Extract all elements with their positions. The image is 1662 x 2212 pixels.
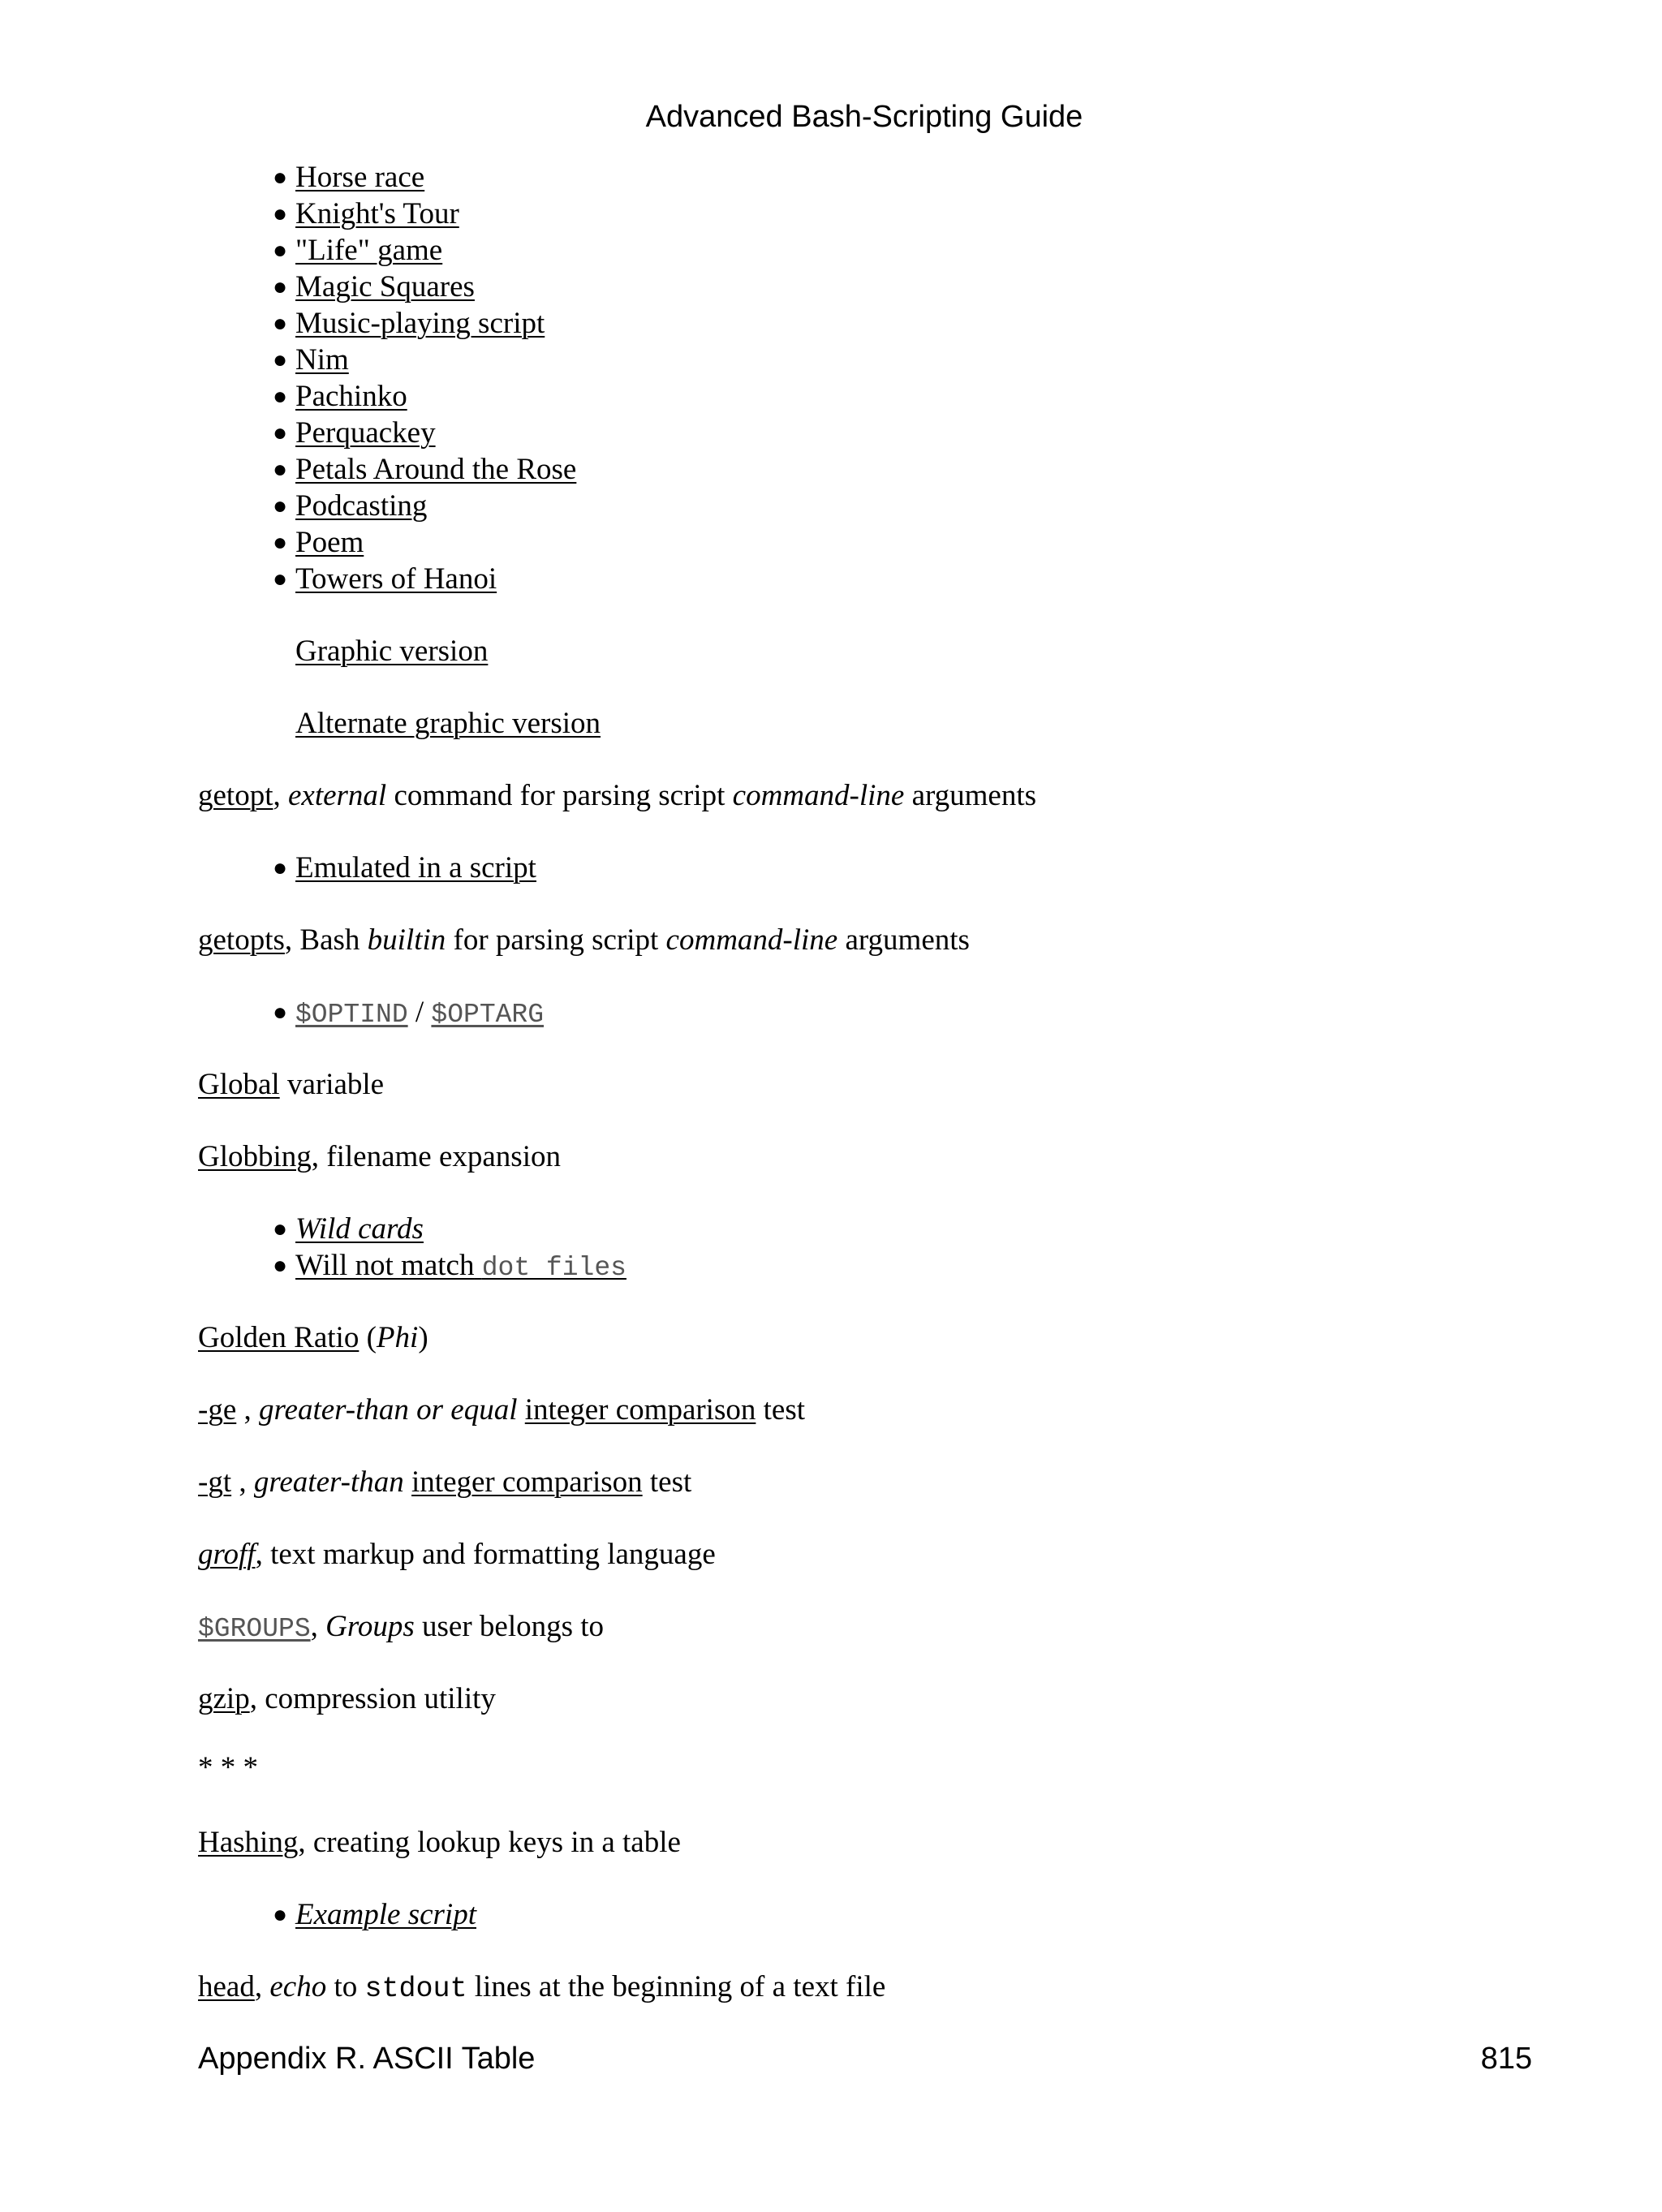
index-entry-gzip: gzip, compression utility [198,1682,496,1715]
bullet-icon: ● [273,273,288,300]
list-item [273,196,459,233]
link-music-playing-script[interactable]: Music-playing script [295,307,545,340]
list-item [273,451,577,488]
list-item [273,378,407,415]
link-emulated-in-a-script[interactable]: Emulated in a script [295,851,536,884]
page-header-title: Advanced Bash-Scripting Guide [645,100,1083,134]
list-item [273,1896,476,1934]
bullet-icon: ● [273,237,288,264]
index-entry-hashing: Hashing, creating lookup keys in a table [198,1826,681,1859]
link-graphic-version[interactable]: Graphic version [295,635,489,668]
bullet-icon: ● [273,310,288,337]
link-life-game[interactable]: "Life" game [295,234,443,267]
bullet-icon: ● [273,529,288,556]
link-global[interactable]: Global [198,1068,280,1101]
list-item [273,159,425,196]
index-entry-getopt: getopt, external command for parsing script command-line arguments [198,779,1037,812]
index-entry-head: head, echo to stdout lines at the beginning of a text file [198,1970,886,2005]
bullet-icon: ● [273,164,288,191]
bullet-icon: ● [273,200,288,227]
link-gt[interactable]: -gt [198,1465,232,1499]
link-pachinko[interactable]: Pachinko [295,380,407,413]
link-alternate-graphic-version[interactable]: Alternate graphic version [295,707,601,740]
link-integer-comparison[interactable]: integer comparison [411,1465,643,1499]
link-optarg[interactable]: $OPTARG [431,1000,545,1030]
link-getopt[interactable]: getopt [198,779,273,812]
list-item [273,850,536,887]
bullet-icon: ● [273,456,288,483]
bullet-icon: ● [273,383,288,410]
list-item: ● $OPTIND / $OPTARG [273,996,545,1030]
link-will-not-match[interactable]: Will not match dot files [295,1249,626,1283]
bullet-icon: ● [273,566,288,592]
footer-page-number: 815 [1480,2042,1532,2076]
list-item [273,305,545,342]
list-item [273,415,436,452]
bullet-icon: ● [273,1252,288,1279]
link-poem[interactable]: Poem [295,526,364,559]
link-wild-cards[interactable]: Wild cards [295,1212,424,1246]
index-entry-getopts: getopts, Bash builtin for parsing script command-line arguments [198,923,970,957]
index-entry-ge: -ge , greater-than or equal integer comparison test [198,1393,806,1427]
list-item [273,1211,424,1248]
link-optind[interactable]: $OPTIND [295,1000,408,1030]
index-entry-global: Global variable [198,1068,385,1101]
link-knights-tour[interactable]: Knight's Tour [295,197,459,230]
index-entry-groff: groff, text markup and formatting language [198,1538,716,1571]
index-entry-golden-ratio: Golden Ratio (Phi) [198,1321,428,1354]
link-podcasting[interactable]: Podcasting [295,489,428,523]
bullet-icon: ● [273,493,288,519]
list-item [273,342,349,379]
link-getopts[interactable]: getopts [198,923,285,957]
link-globbing[interactable]: Globbing [198,1140,312,1173]
link-head[interactable]: head [198,1970,255,2003]
bullet-icon: ● [273,1901,288,1928]
link-gzip[interactable]: gzip [198,1682,250,1715]
index-entry-globbing: Globbing, filename expansion [198,1140,561,1173]
link-petals-around-the-rose[interactable]: Petals Around the Rose [295,453,577,486]
link-groff[interactable]: groff [198,1538,256,1571]
link-ge[interactable]: -ge [198,1393,237,1427]
bullet-icon: ● [273,999,288,1026]
section-separator: * * * [198,1751,258,1784]
link-golden-ratio[interactable]: Golden Ratio [198,1321,360,1354]
list-item [295,633,488,670]
list-item [273,488,428,525]
list-item [273,269,475,306]
list-item [273,561,497,598]
footer-chapter: Appendix R. ASCII Table [198,2042,536,2076]
link-nim[interactable]: Nim [295,343,349,377]
link-perquackey[interactable]: Perquackey [295,416,436,450]
bullet-icon: ● [273,1216,288,1242]
list-item [273,232,443,269]
list-item [273,524,364,562]
link-horse-race[interactable]: Horse race [295,161,425,194]
link-example-script[interactable]: Example script [295,1898,476,1931]
list-item [295,705,601,742]
bullet-icon: ● [273,854,288,881]
link-hashing[interactable]: Hashing [198,1826,299,1859]
index-entry-groups: $GROUPS, Groups user belongs to [198,1610,605,1644]
bullet-icon: ● [273,420,288,446]
link-towers-of-hanoi[interactable]: Towers of Hanoi [295,562,497,596]
link-integer-comparison[interactable]: integer comparison [524,1393,756,1427]
link-magic-squares[interactable]: Magic Squares [295,270,475,303]
bullet-icon: ● [273,346,288,373]
list-item [273,1247,626,1285]
index-entry-gt: -gt , greater-than integer comparison test [198,1465,692,1499]
link-groups[interactable]: $GROUPS [198,1614,311,1644]
